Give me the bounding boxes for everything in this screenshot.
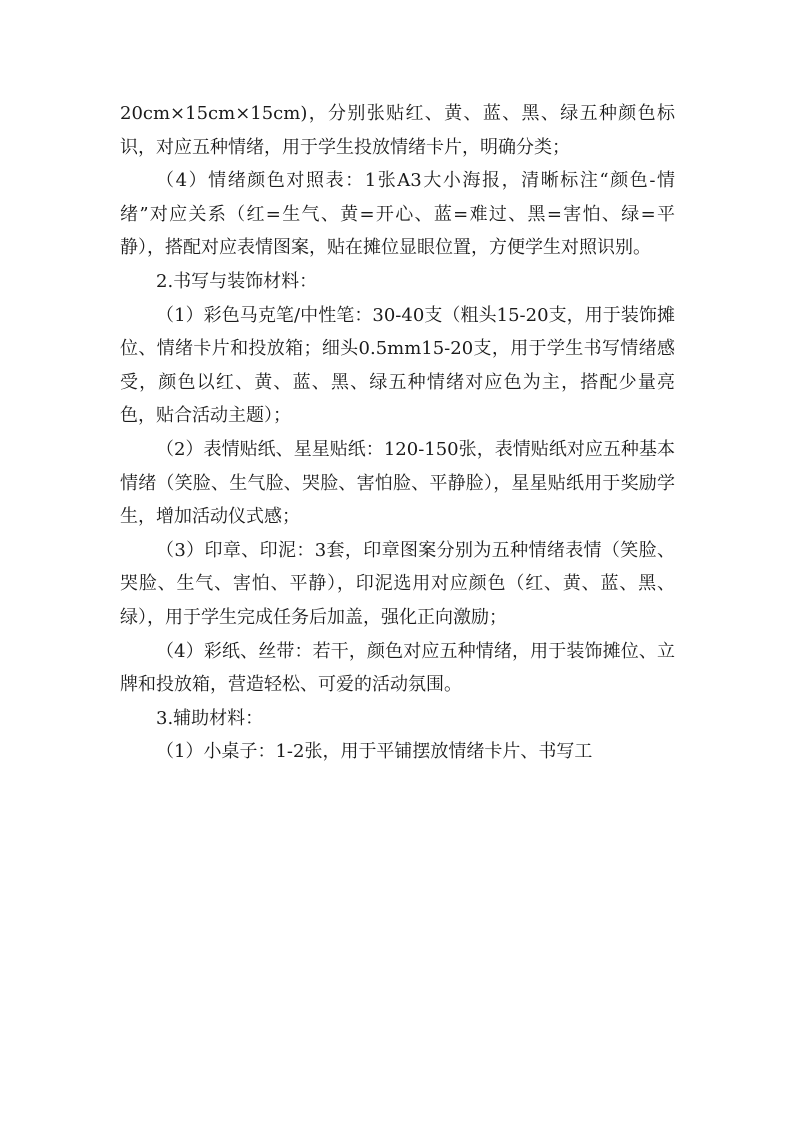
paragraph-small-table: （1）小桌子：1-2张，用于平铺摆放情绪卡片、书写工 (156, 741, 593, 763)
paragraph-markers: （1）彩色马克笔/中性笔：30-40支（粗头15-20支，用于装饰摊位、情绪卡片和投放箱；细头0.5mm15-20支，用于学生书写情绪感受，颜色以红、黄、蓝、黑、绿五种情绪对应色为主，搭配少量亮色，贴合活动主题）； (120, 304, 675, 427)
paragraph-stamps: （3）印章、印泥：3套，印章图案分别为五种情绪表情（笑脸、哭脸、生气、害怕、平静），印泥选用对应颜色（红、黄、蓝、黑、绿），用于学生完成任务后加盖，强化正向激励； (120, 539, 675, 628)
document-body (120, 97, 675, 769)
paragraph-color-chart: （4）情绪颜色对照表：1张A3大小海报，清晰标注“颜色-情绪”对应关系（红=生气、黄=开心、蓝=难过、黑=害怕、绿=平静），搭配对应表情图案，贴在摊位显眼位置，方便学生对照识别。 (120, 170, 675, 259)
paragraph-stickers: （2）表情贴纸、星星贴纸：120-150张，表情贴纸对应五种基本情绪（笑脸、生气脸、哭脸、害怕脸、平静脸），星星贴纸用于奖励学生，增加活动仪式感； (120, 438, 675, 528)
paragraph-continuation: 20cm×15cm×15cm)，分别张贴红、黄、蓝、黑、绿五种颜色标识，对应五种情绪，用于学生投放情绪卡片，明确分类； (120, 103, 675, 158)
section-heading-writing-materials: 2.书写与装饰材料： (156, 270, 318, 292)
section-heading-auxiliary-materials: 3.辅助材料： (156, 707, 264, 729)
paragraph-colored-paper: （4）彩纸、丝带：若干，颜色对应五种情绪，用于装饰摊位、立牌和投放箱，营造轻松、可爱的活动氛围。 (120, 640, 675, 696)
